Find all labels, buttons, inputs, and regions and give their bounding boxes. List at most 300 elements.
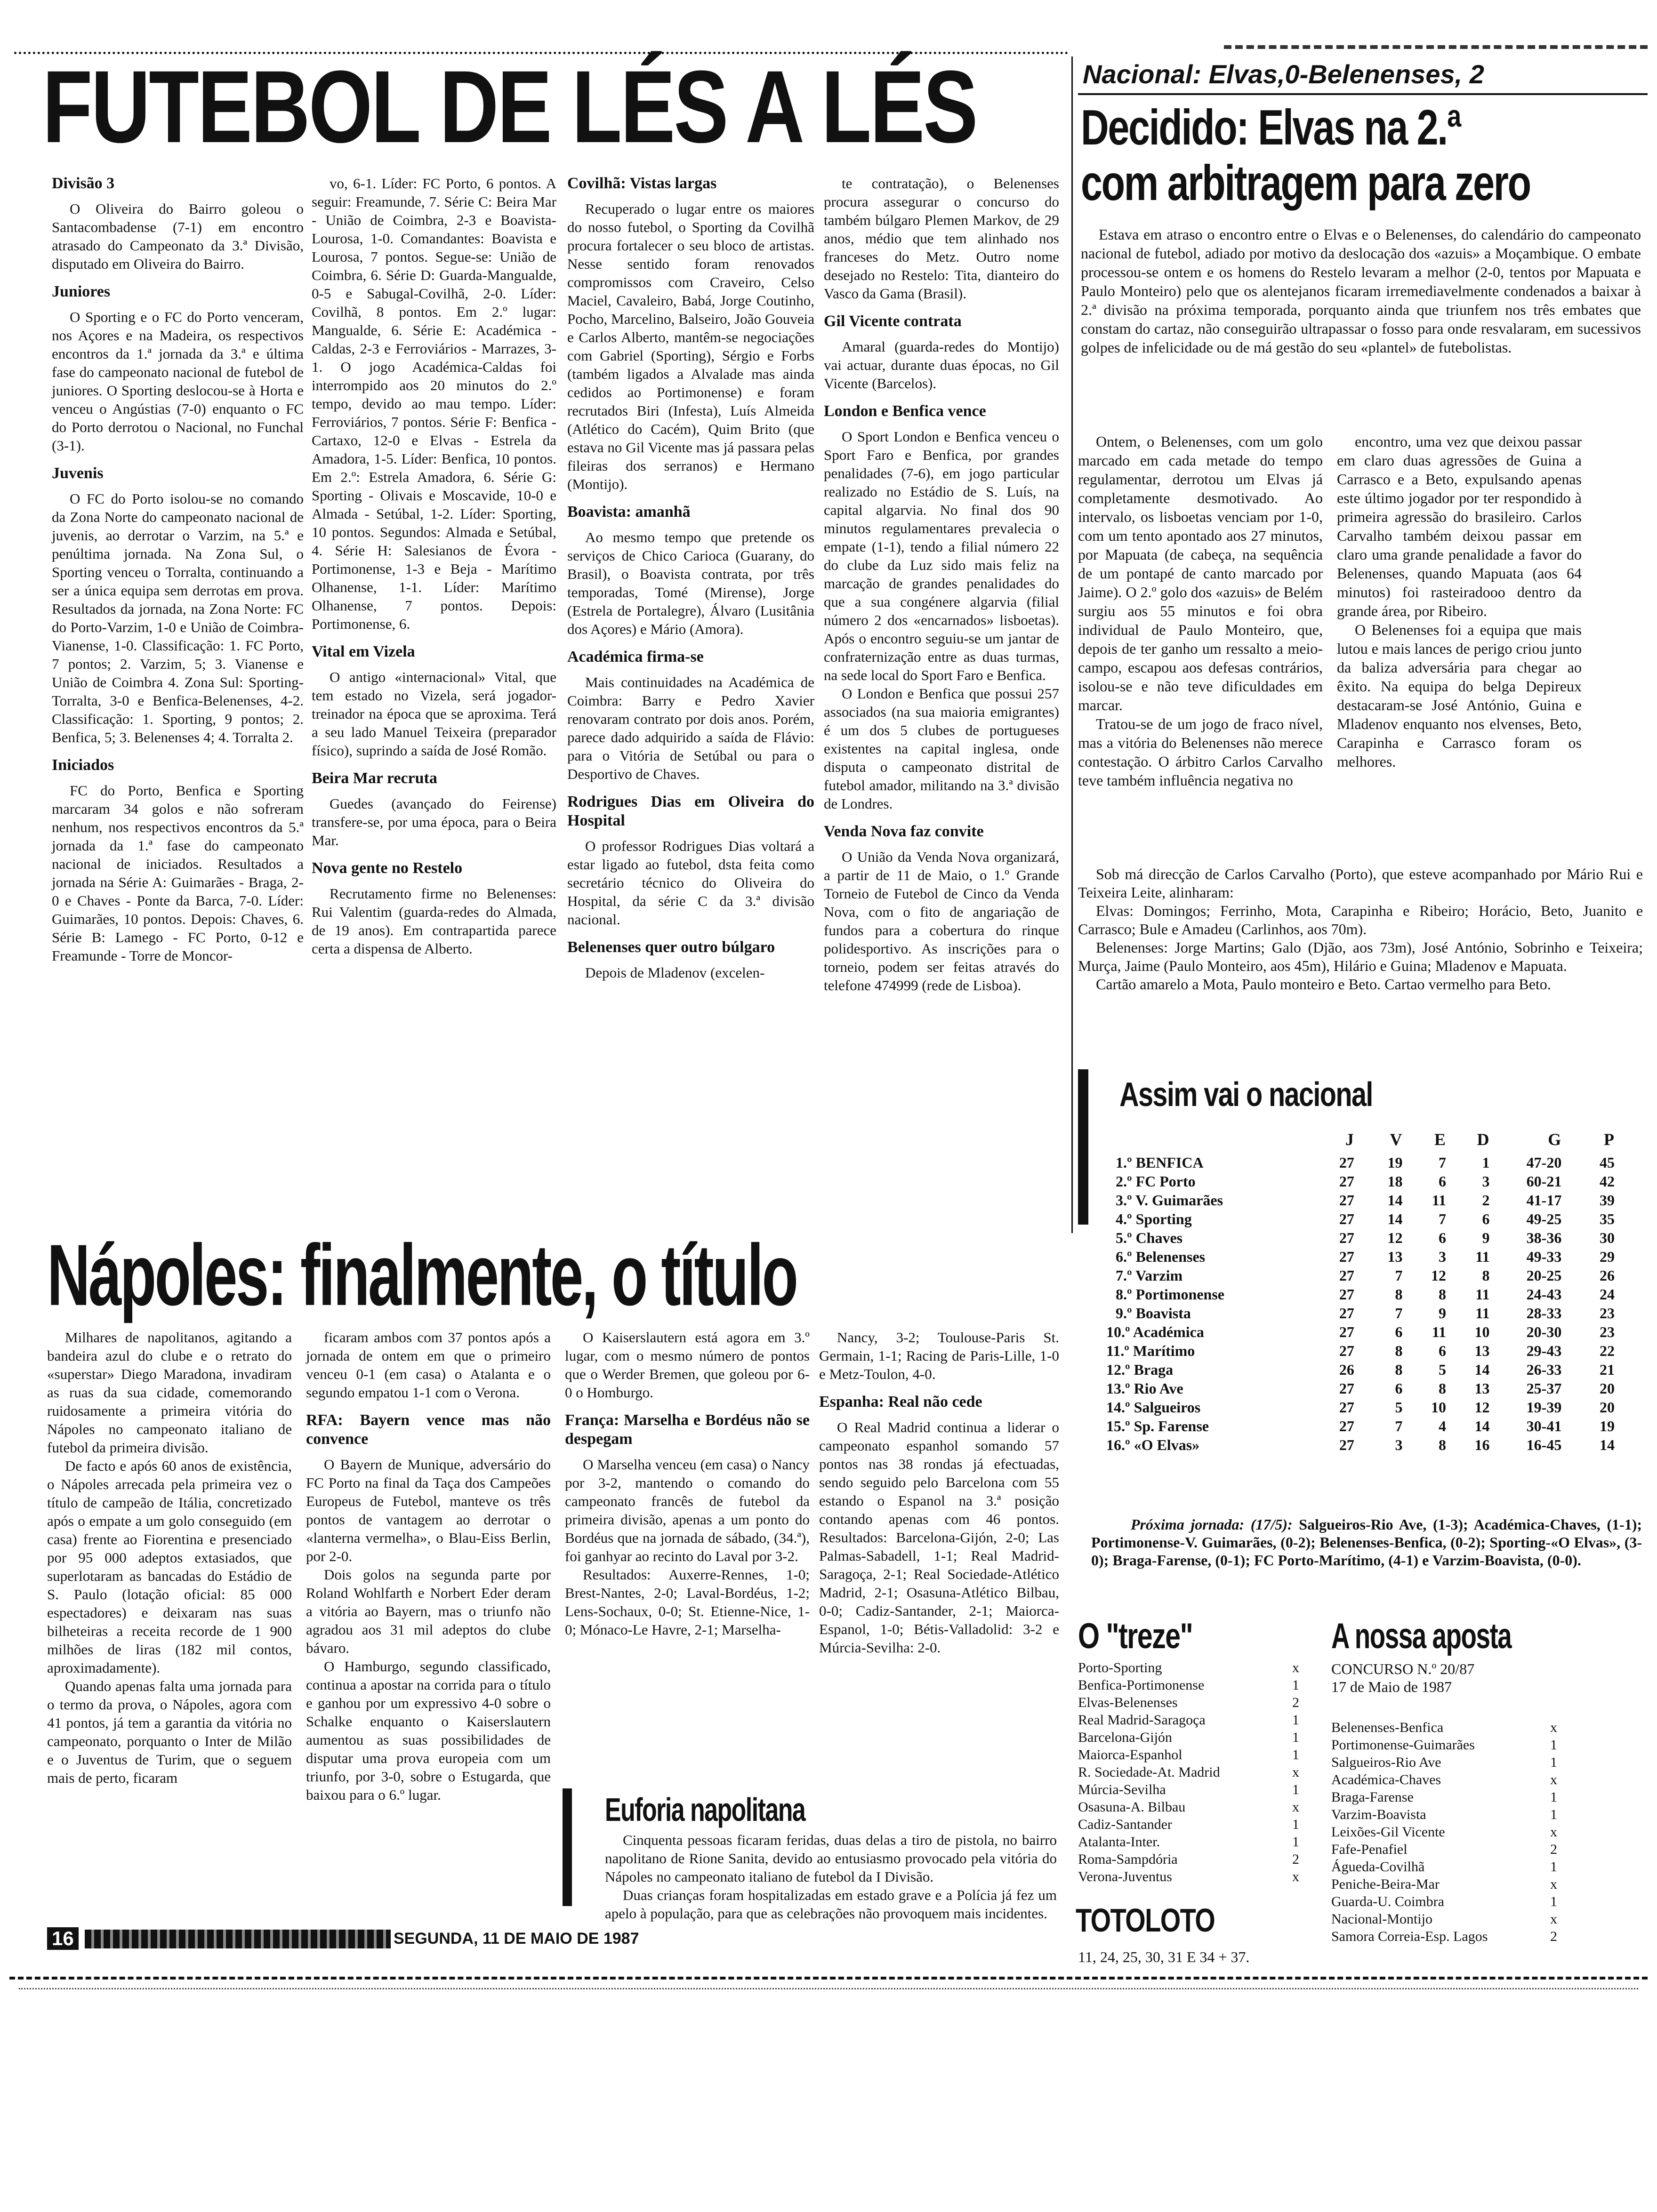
list-item xyxy=(1078,1798,1299,1816)
table-cell: 16.º «O Elvas» xyxy=(1106,1436,1200,1453)
col-v: V xyxy=(1390,1130,1402,1149)
list-item xyxy=(1331,1788,1557,1806)
subhead: Gil Vicente contrata xyxy=(824,313,962,330)
table-cell: 26-33 xyxy=(1526,1361,1562,1378)
table-header-row xyxy=(1106,1126,1615,1153)
table-cell: 35 xyxy=(1600,1210,1615,1227)
col-j: J xyxy=(1345,1130,1354,1149)
table-cell: 6.º Belenenses xyxy=(1116,1248,1206,1265)
table-cell: 10 xyxy=(1474,1323,1490,1340)
table-cell: 11.º Marítimo xyxy=(1106,1342,1195,1359)
treze-list xyxy=(1078,1659,1299,1885)
table-row xyxy=(1106,1247,1615,1266)
list-item-match: Cadiz-Santander xyxy=(1078,1817,1172,1832)
list-item-match: Roma-Sampdória xyxy=(1078,1851,1178,1867)
nacional-col-a xyxy=(1078,432,1323,790)
list-item xyxy=(1078,1659,1299,1676)
bottom-rule-2 xyxy=(19,1988,1638,1989)
list-item-match: Salgueiros-Rio Ave xyxy=(1331,1755,1441,1770)
list-item-bet: x xyxy=(1550,1876,1557,1892)
totoloto-numbers: 11, 24, 25, 30, 31 E 34 + 37. xyxy=(1078,1948,1250,1965)
list-item-bet: 1 xyxy=(1292,1834,1299,1850)
table-cell: 14 xyxy=(1474,1418,1490,1435)
paragraph: Dois golos na segunda parte por Roland Wohlfarth e Norbert Eder deram a vitória ao Bayern, mas o triunfo não agradou aos 31 mil adeptos do clube bávaro. xyxy=(306,1566,551,1656)
paragraph: O Marselha venceu (em casa) o Nancy por 3-2, mantendo o comando do campeonato francês de futebol da primeira divisão, apenas a um ponto do Bordéus que na jornada de sábado, (34.ª), foi ganhyar ao recinto do Laval por 3-2. xyxy=(565,1456,810,1564)
table-cell: 13 xyxy=(1387,1248,1403,1265)
table-cell: 27 xyxy=(1339,1229,1354,1246)
table-cell: 27 xyxy=(1339,1323,1354,1340)
table-cell: 23 xyxy=(1600,1323,1615,1340)
col-iniciados-cont xyxy=(312,174,556,958)
table-cell: 7 xyxy=(1395,1305,1403,1322)
table-cell: 8 xyxy=(1395,1342,1403,1359)
table-cell: 4 xyxy=(1438,1418,1446,1435)
paragraph: De facto e após 60 anos de existência, o Nápoles arrecada pela primeira vez o título de campeão de Itália, concretizado após o empate a um golo conseguido (em casa) frente ao Fiorentina e presenciado por 95 000 adeptos extasiados, que superlotaram as bancadas do Estádio de S. Paulo (lotação oficial: 85 000 espectadores) e deixaram nas suas bilheteiras a receita recorde de 1 900 milhões de liras (182 mil contos, aproximadamente). xyxy=(47,1458,292,1676)
list-item-bet: 1 xyxy=(1292,1747,1299,1763)
list-item xyxy=(1331,1910,1557,1928)
col-divisao3 xyxy=(52,174,304,965)
next-round-text: Salgueiros-Rio Ave, (1-3); Académica-Chaves, (1-1); Portimonense-V. Guimarães, (0-2); Belenenses-Benfica, (0-2); Sporting-«O Elvas», (3-0); Braga-Farense, (0-1); FC Porto-Marítimo, (4-1) e Varzim-Boavista, (0-0). xyxy=(1091,1516,1642,1569)
list-item-bet: 1 xyxy=(1550,1789,1557,1805)
paragraph: Cartão amarelo a Mota, Paulo monteiro e Beto. Cartao vermelho para Beto. xyxy=(1096,976,1551,993)
list-item xyxy=(1331,1928,1557,1945)
nacional-title-line2: com arbitragem para zero xyxy=(1081,155,1530,211)
table-cell: 3.º V. Guimarães xyxy=(1116,1192,1223,1209)
table-cell: 10 xyxy=(1431,1399,1446,1416)
table-cell: 47-20 xyxy=(1526,1154,1562,1171)
paragraph: Tratou-se de um jogo de fraco nível, mas a vitória do Belenenses não merece contestação. O árbitro Carlos Carvalho teve também influência negativa no xyxy=(1078,715,1323,789)
paragraph: Elvas: Domingos; Ferrinho, Mota, Carapinha e Ribeiro; Horácio, Beto, Juanito e Carrasco; Bule e Amadeu (Carlinhos, aos 70m). xyxy=(1078,902,1643,938)
table-cell: 21 xyxy=(1600,1361,1615,1378)
paragraph: O London e Benfica que possui 257 associados (na sua maioria emigrantes) é um dos 5 clubes de portugueses existentes na capital inglesa, onde disputa o campeonato distrital de futebol amador, militando na 3.ª divisão de Londres. xyxy=(824,685,1059,812)
col-belenenses-cont xyxy=(824,174,1059,994)
footer-date: SEGUNDA, 11 DE MAIO DE 1987 xyxy=(391,1928,642,1949)
table-cell: 19 xyxy=(1387,1154,1403,1171)
table-cell: 42 xyxy=(1600,1173,1615,1190)
paragraph: O Hamburgo, segundo classificado, continua a apostar na corrida para o título e ganhou por um expressivo 4-0 sobre o Schalke enquanto o Kaiserslautern aumentou as suas possibilidades de disputar uma prova europeia com um triunfo, por 3-0, sobre o Estugarda, que baixou para o 6.º lugar. xyxy=(306,1658,551,1803)
table-cell: 19 xyxy=(1600,1418,1615,1435)
totoloto-title: TOTOLOTO xyxy=(1076,1902,1215,1939)
table-cell: 1.º BENFICA xyxy=(1116,1154,1204,1171)
list-item-match: Nacional-Montijo xyxy=(1331,1911,1432,1927)
paragraph: ficaram ambos com 37 pontos após a jornada de ontem em que o primeiro venceu 0-1 (em casa) o Atalanta e o segundo empatou 1-1 com o Verona. xyxy=(306,1329,551,1401)
table-cell: 23 xyxy=(1600,1305,1615,1322)
table-cell: 9.º Boavista xyxy=(1116,1305,1191,1322)
list-item xyxy=(1078,1711,1299,1729)
list-item-bet: 1 xyxy=(1292,1782,1299,1797)
top-right-noise xyxy=(1224,45,1648,58)
table-cell: 15.º Sp. Farense xyxy=(1106,1418,1209,1435)
paragraph: O Belenenses foi a equipa que mais lutou e mais lances de perigo criou junto da baliza adversária para chegar ao êxito. Na equipa do belga Depireux destacaram-se José António, Guina e Mladenov enquanto nos elvenses, Beto, Carapinha e Carrasco foram os melhores. xyxy=(1337,621,1582,770)
list-item xyxy=(1078,1746,1299,1763)
list-item-bet: x xyxy=(1292,1660,1299,1675)
table-cell: 27 xyxy=(1339,1248,1354,1265)
paragraph: Ontem, o Belenenses, com um golo marcado em cada metade do tempo regulamentar, derrotou um Elvas já completamente desmotivado. Ao intervalo, os lisboetas venciam por 1-0, com um tento apontado aos 27 minutos, por Mapuata (de cabeça, na sequência de um pontapé de canto marcado por Jaime). O 2.º golo dos «azuis» de Belém surgiu aos 55 minutos e foi obra individual de Paulo Monteiro, que, depois de ter ganho um ressalto a meio-campo, escapou aos defesas contrários, isolou-se e não teve dificuldades em marcar. xyxy=(1078,433,1323,713)
paragraph: FC do Porto, Benfica e Sporting marcaram 34 golos e não sofreram nenhum, nos respectivos encontros da 5.ª jornada da 1.ª fase do campeonato nacional de iniciados. Resultados a jornada na Série A: Guimarães - Braga, 2-0 e Chaves - Ponte da Barca, 7-0. Líder: Guimarães, 10 pontos. Depois: Chaves, 6. Série B: Lamego - FC Porto, 0-12 e Freamunde - Torre de Moncor- xyxy=(52,782,304,964)
list-item-match: Peniche-Beira-Mar xyxy=(1331,1876,1440,1892)
paragraph: Quando apenas falta uma jornada para o termo da prova, o Nápoles, agora com 41 pontos, já tem a garantia da vitória no campeonato, porquanto o Inter de Milão e o Juventus de Turim, que o seguem mais de perto, ficaram xyxy=(47,1678,292,1786)
subhead: Divisão 3 xyxy=(52,175,115,192)
table-cell: 30-41 xyxy=(1526,1418,1562,1435)
table-cell: 49-25 xyxy=(1526,1210,1562,1227)
paragraph: Milhares de napolitanos, agitando a bandeira azul do clube e o retrato do «superstar» Diego Maradona, invadiram as ruas da sua cidade, comemorando ruidosamente a primeira vitória do Nápoles no campeonato italiano de futebol da primeira divisão. xyxy=(47,1329,292,1456)
list-item-match: Elvas-Belenenses xyxy=(1078,1695,1178,1710)
table-cell: 27 xyxy=(1339,1173,1354,1190)
table-cell: 18 xyxy=(1387,1173,1403,1190)
list-item-match: Portimonense-Guimarães xyxy=(1331,1737,1475,1753)
list-item xyxy=(1331,1875,1557,1893)
col-e: E xyxy=(1434,1130,1446,1149)
list-item xyxy=(1078,1729,1299,1746)
list-item-bet: x xyxy=(1550,1720,1557,1735)
list-item-match: Real Madrid-Saragoça xyxy=(1078,1712,1206,1728)
aposta-concurso: CONCURSO N.º 20/87 xyxy=(1331,1660,1475,1677)
table-row xyxy=(1106,1153,1615,1172)
subhead: Espanha: Real não cede xyxy=(819,1393,982,1411)
napoles-col1 xyxy=(47,1328,292,1787)
table-cell: 14 xyxy=(1600,1436,1615,1453)
napoles-col3 xyxy=(565,1328,810,1639)
euforia-bar xyxy=(563,1788,572,1906)
paragraph: O Real Madrid continua a liderar o campeonato espanhol somando 57 pontos nas 38 rondas já efectuadas, sendo seguido pelo Barcelona com 55 estando o Espanol na 3.ª posição contando apenas com 46 pontos. Resultados: Barcelona-Gijón, 2-0; Las Palmas-Sabadell, 1-1; Real Madrid-Saragoça, 2-1; Real Sociedade-Atlético Madrid, 2-1; Osasuna-Atlético Bilbau, 0-0; Cadiz-Santander, 2-1; Maiorca-Espanol, 1-0; Bétis-Valladolid: 3-2 e Múrcia-Sevilha: 2-0. xyxy=(819,1419,1059,1656)
list-item xyxy=(1078,1763,1299,1781)
table-cell: 20 xyxy=(1600,1399,1615,1416)
table-cell: 7 xyxy=(1438,1154,1446,1171)
table-cell: 27 xyxy=(1339,1380,1354,1397)
table-cell: 6 xyxy=(1438,1342,1446,1359)
table-cell: 20-25 xyxy=(1526,1267,1562,1284)
list-item xyxy=(1331,1823,1557,1841)
list-item-bet: 1 xyxy=(1550,1859,1557,1875)
col-g: G xyxy=(1548,1130,1561,1149)
list-item-match: Águeda-Covilhã xyxy=(1331,1859,1425,1875)
table-cell: 27 xyxy=(1339,1399,1354,1416)
table-cell: 7 xyxy=(1395,1418,1403,1435)
list-item-bet: 1 xyxy=(1550,1755,1557,1770)
paragraph: O professor Rodrigues Dias voltará a estar ligado ao futebol, dsta feita como secretário técnico do Oliveira do Hospital, da série C da 3.ª divisão nacional. xyxy=(567,838,814,928)
list-item-bet: 2 xyxy=(1292,1695,1299,1710)
list-item-match: R. Sociedade-At. Madrid xyxy=(1078,1764,1220,1780)
table-row xyxy=(1106,1360,1615,1379)
table-cell: 49-33 xyxy=(1526,1248,1562,1265)
table-title: Assim vai o nacional xyxy=(1119,1076,1373,1114)
table-cell: 27 xyxy=(1339,1286,1354,1303)
table-cell: 11 xyxy=(1475,1286,1490,1303)
table-row xyxy=(1106,1304,1615,1322)
table-cell: 5 xyxy=(1438,1361,1446,1378)
kicker-underline xyxy=(1078,93,1648,95)
list-item-bet: 2 xyxy=(1292,1851,1299,1867)
table-cell: 12 xyxy=(1387,1229,1403,1246)
table-cell: 8 xyxy=(1438,1436,1446,1453)
list-item xyxy=(1078,1868,1299,1885)
paragraph: encontro, uma vez que deixou passar em claro duas agressões de Guina a Carrasco e a Beto, expulsando apenas este último jogador por ter respondido à primeira agressão do brasileiro. Carlos Carvalho também deixou passar em claro uma grande penalidade a favor do Belenenses, quando Mapuata (aos 64 minutos) foi rasteiradooo dentro da grande área, por Ribeiro. xyxy=(1337,433,1582,619)
table-cell: 5 xyxy=(1395,1399,1403,1416)
subhead: Iniciados xyxy=(52,756,114,774)
table-row xyxy=(1106,1191,1615,1210)
list-item xyxy=(1331,1719,1557,1736)
next-round xyxy=(1091,1515,1642,1569)
paragraph: Amaral (guarda-redes do Montijo) vai actuar, durante duas épocas, no Gil Vicente (Barcelos). xyxy=(824,338,1059,392)
list-item xyxy=(1331,1841,1557,1858)
table-cell: 11 xyxy=(1432,1192,1446,1209)
list-item-bet: x xyxy=(1292,1869,1299,1884)
list-item xyxy=(1331,1736,1557,1754)
table-cell: 8 xyxy=(1395,1286,1403,1303)
subhead: Nova gente no Restelo xyxy=(312,859,463,877)
table-cell: 3 xyxy=(1395,1436,1403,1453)
list-item-match: Porto-Sporting xyxy=(1078,1660,1162,1675)
subhead: Vital em Vizela xyxy=(312,643,415,660)
paragraph: Nancy, 3-2; Toulouse-Paris St. Germain, 1-1; Racing de Paris-Lille, 1-0 e Metz-Toulon, 4-0. xyxy=(819,1329,1059,1382)
list-item-bet: 1 xyxy=(1550,1807,1557,1822)
list-item-match: Académica-Chaves xyxy=(1331,1772,1441,1787)
paragraph: Recuperado o lugar entre os maiores do nosso futebol, o Sporting da Covilhã procura fortalecer o seu bloco de artistas. Nesse sentido foram renovados compromissos com Craveiro, Celso Maciel, Cavaleiro, Babá, Jorge Coutinho, Pocho, Marcelino, Balseiro, João Gouveia e Carlos Alberto, mantêm-se negociações com Gabriel (Sporting), Sérgio e Forbs (também ligados a Alvalade mas ainda cedidos ao Portimonense) e foram recrutados Biri (Infesta), Luís Almeida (Atlético do Cacém), Quim Brito (que estava no Gil Vicente mas já passara pelas fileiras dos serranos) e Hermano (Montijo). xyxy=(567,200,814,492)
list-item xyxy=(1331,1858,1557,1875)
list-item xyxy=(1078,1676,1299,1694)
table-cell: 6 xyxy=(1438,1229,1446,1246)
paragraph: O União da Venda Nova organizará, a partir de 11 de Maio, o 1.º Grande Torneio de Futebol de Cinco da Venda Nova, com o fito de angariação de fundos para a cobertura do rinque polidesportivo. As inscrições para o torneio, podem ser feitas através do telefone 474999 (rede de Lisboa). xyxy=(824,849,1059,994)
paragraph: O Sport London e Benfica venceu o Sport Faro e Benfica, por grandes penalidades (7-6), em jogo particular realizado no Estádio de S. Luís, na capital algarvia. No final dos 90 minutos regulamentares prevalecia o empate (1-1), tendo a filial número 22 do clube da Luz sido mais feliz na marcação de grandes penalidades do que a sua congénere algarvia (filial número 2 dos «encarnados» lisboetas). Após o encontro seguiu-se um jantar de confraternização entre as duas turmas, na sede local do Sport Faro e Benfica. xyxy=(824,428,1059,683)
table-cell: 8 xyxy=(1438,1286,1446,1303)
table-cell: 1 xyxy=(1482,1154,1490,1171)
list-item-match: Fafe-Penafiel xyxy=(1331,1842,1408,1857)
table-cell: 6 xyxy=(1482,1210,1490,1227)
subhead: Juniores xyxy=(52,283,111,300)
list-item-match: Barcelona-Gijón xyxy=(1078,1730,1172,1745)
euforia-title: Euforia napolitana xyxy=(605,1791,805,1828)
table-row xyxy=(1106,1210,1615,1228)
table-cell: 11 xyxy=(1475,1248,1490,1265)
table-cell: 16-45 xyxy=(1526,1436,1562,1453)
nacional-lead: Estava em atraso o encontro entre o Elvas e o Belenenses, do calendário do campeonato nacional de futebol, adiado por motivo da deslocação dos «azuis» a Moçambique. O embate processou-se ontem e os homens do Restelo levaram a melhor (2-0, tentos por Mapuata e Paulo Monteiro) pelo que os alentejanos ficaram irremediavelmente condenados a baixar à 2.ª divisão na próxima temporada, porquanto ainda que triunfem nos três embates que constam do cartaz, não conseguirão ultrapassar o fosso para onde resvalaram, em sucessivos golpes de infelicidade ou de má gestão do seu «plantel» de futebolistas. xyxy=(1081,226,1641,356)
list-item-match: Varzim-Boavista xyxy=(1331,1807,1426,1822)
table-row xyxy=(1106,1228,1615,1247)
paragraph: te contratação), o Belenenses procura assegurar o concurso do também búlgaro Plemen Markov, de 29 anos, médio que tem alinhado nos franceses do Metz. Outro nome desejado no Restelo: Tita, dianteiro do Vasco da Gama (Brasil). xyxy=(824,175,1059,302)
list-item-bet: x xyxy=(1550,1824,1557,1840)
paragraph: Resultados: Auxerre-Rennes, 1-0; Brest-Nantes, 2-0; Laval-Bordéus, 1-2; Lens-Sochaux, 0-0; St. Etienne-Nice, 1-0; Mónaco-Le Havre, 2-1; Marselha- xyxy=(565,1566,810,1638)
paragraph: O antigo «internacional» Vital, que tem estado no Vizela, será jogador-treinador na época que se aproxima. Terá a seu lado Manuel Teixeira (preparador físico), suprindo a saída de José Romão. xyxy=(312,669,556,759)
table-cell: 27 xyxy=(1339,1342,1354,1359)
league-table xyxy=(1106,1126,1615,1454)
paragraph: Depois de Mladenov (excelen- xyxy=(585,964,765,981)
subhead: Belenenses quer outro búlgaro xyxy=(567,938,775,956)
treze-title: O "treze" xyxy=(1078,1616,1193,1656)
subhead: Boavista: amanhã xyxy=(567,503,691,521)
table-cell: 13 xyxy=(1474,1380,1490,1397)
list-item-match: Samora Correia-Esp. Lagos xyxy=(1331,1929,1488,1944)
aposta-date: 17 de Maio de 1987 xyxy=(1331,1678,1452,1695)
table-cell: 60-21 xyxy=(1526,1173,1562,1190)
list-item-bet: 1 xyxy=(1550,1737,1557,1753)
table-cell: 20 xyxy=(1600,1380,1615,1397)
table-cell: 8 xyxy=(1395,1361,1403,1378)
table-cell: 26 xyxy=(1600,1267,1615,1284)
list-item xyxy=(1078,1781,1299,1798)
table-cell: 13 xyxy=(1474,1342,1490,1359)
subhead: Venda Nova faz convite xyxy=(824,823,984,840)
table-cell: 4.º Sporting xyxy=(1116,1210,1192,1227)
table-cell: 14 xyxy=(1387,1210,1403,1227)
list-item-match: Braga-Farense xyxy=(1331,1789,1414,1805)
list-item xyxy=(1078,1851,1299,1868)
list-item xyxy=(1331,1806,1557,1823)
subhead: Beira Mar recruta xyxy=(312,769,437,787)
table-cell: 10.º Académica xyxy=(1106,1323,1204,1340)
table-cell: 41-17 xyxy=(1526,1192,1562,1209)
list-item-bet: 2 xyxy=(1550,1842,1557,1857)
list-item-bet: 2 xyxy=(1550,1929,1557,1944)
table-cell: 38-36 xyxy=(1526,1229,1562,1246)
table-row xyxy=(1106,1285,1615,1304)
euforia-text xyxy=(605,1831,1057,1923)
table-cell: 45 xyxy=(1600,1154,1615,1171)
table-cell: 11 xyxy=(1475,1305,1490,1322)
table-row xyxy=(1106,1322,1615,1341)
nacional-lineup xyxy=(1078,865,1643,994)
table-cell: 26 xyxy=(1339,1361,1354,1378)
subhead: Académica firma-se xyxy=(567,648,704,665)
list-item-match: Osasuna-A. Bilbau xyxy=(1078,1799,1186,1815)
paragraph: vo, 6-1. Líder: FC Porto, 6 pontos. A seguir: Freamunde, 7. Série C: Beira Mar - União de Coimbra, 2-3 e Boavista-Lourosa, 1-0. Comandantes: Boavista e Lourosa, 7 pontos. Segue-se: União de Coimbra, 6. Série D: Guarda-Mangualde, 0-5 e Sabugal-Covilhã, 2-0. Líder: Covilhã, 8 pontos. Em 2.º lugar: Mangualde, 6. Série E: Académica - Caldas, 2-3 e Ferroviários - Marrazes, 3-1. O jogo Académica-Caldas foi interrompido aos 20 minutos do 2.º tempo, devido ao mau tempo. Líder: Ferroviários, 7 pontos. Série F: Benfica - Cartaxo, 12-0 e Elvas - Estrela da Amadora, 1-5. Líder: Benfica, 10 pontos. Em 2.º: Estrela Amadora, 6. Série G: Sporting - Olivais e Moscavide, 10-0 e Almada - Setúbal, 1-2. Líder: Sporting, 10 pontos. Segundos: Almada e Setúbal, 4. Série H: Salesianos de Évora - Portimonense, 1-3 e Beja - Marítimo Olhanense, 1-1. Líder: Marítimo Olhanense, 7 pontos. Depois: Portimonense, 6. xyxy=(312,175,556,632)
table-cell: 3 xyxy=(1482,1173,1490,1190)
table-row xyxy=(1106,1398,1615,1417)
paragraph: O Sporting e o FC do Porto venceram, nos Açores e na Madeira, os respectivos encontros da 1.ª jornada da 3.ª e última fase do campeonato nacional de futebol de juniores. O Sporting deslocou-se à Horta e venceu o Angústias (7-0) enquanto o FC do Porto derrotou o Nacional, no Funchal (3-1). xyxy=(52,309,304,454)
table-cell: 28-33 xyxy=(1526,1305,1562,1322)
paragraph: Ao mesmo tempo que pretende os serviços de Chico Carioca (Guarany, do Brasil), o Boavista contrata, por três temporadas, Tomé (Mirense), Jorge (Estrela de Portalegre), Álvaro (Lusitânia dos Açores) e Mário (Amora). xyxy=(567,529,814,637)
paragraph: Mais continuidades na Académica de Coimbra: Barry e Pedro Xavier renovaram contrato por dois anos. Porém, parece dado adquirido a saída de Flávio: para o Vitória de Setúbal ou para o Desportivo de Chaves. xyxy=(567,674,814,782)
list-item xyxy=(1331,1893,1557,1910)
nacional-title-line1: Decidido: Elvas na 2.ª xyxy=(1081,100,1461,155)
list-item-match: Benfica-Portimonense xyxy=(1078,1677,1205,1693)
page-title: FUTEBOL DE LÉS A LÉS xyxy=(42,49,977,165)
subhead: França: Marselha e Bordéus não se despegam xyxy=(565,1411,810,1448)
table-cell: 12.º Braga xyxy=(1106,1361,1174,1378)
table-cell: 14 xyxy=(1474,1361,1490,1378)
table-row xyxy=(1106,1341,1615,1360)
table-cell: 27 xyxy=(1339,1436,1354,1453)
list-item-match: Guarda-U. Coimbra xyxy=(1331,1894,1444,1909)
list-item xyxy=(1078,1816,1299,1833)
table-cell: 14.º Salgueiros xyxy=(1106,1399,1201,1416)
paragraph: O Kaiserslautern está agora em 3.º lugar, com o mesmo número de pontos que o Werder Bremen, que goleou por 6-0 o Homburgo. xyxy=(565,1329,810,1401)
table-cell: 9 xyxy=(1482,1229,1490,1246)
paragraph: Recrutamento firme no Belenenses: Rui Valentim (guarda-redes do Almada, de 19 anos). Em contrapartida parece certa a dispensa de Alberto. xyxy=(312,885,556,957)
table-row xyxy=(1106,1266,1615,1285)
table-cell: 13.º Rio Ave xyxy=(1106,1380,1183,1397)
table-cell: 3 xyxy=(1438,1248,1446,1265)
table-cell: 24-43 xyxy=(1526,1286,1562,1303)
table-cell: 19-39 xyxy=(1526,1399,1562,1416)
table-cell: 2 xyxy=(1482,1192,1490,1209)
paragraph: Belenenses: Jorge Martins; Galo (Djão, aos 73m), José António, Sobrinho e Teixeira; Murça, Jaime (Paulo Monteiro, aos 45m), Hilário e Guina; Mladenov e Mapuata. xyxy=(1078,939,1643,974)
paragraph: O FC do Porto isolou-se no comando da Zona Norte do campeonato nacional de juvenis, ao derrotar o Varzim, na 5.ª e penúltima jornada. Na Zona Sul, o Sporting venceu o Torralta, continuando a ser a única equipa sem derrotas em prova. Resultados da jornada, na Zona Norte: FC do Porto-Varzim, 1-0 e União de Coimbra-Vianense, 1-0. Classificação: 1. FC Porto, 7 pontos; 2. Varzim, 5; 3. Vianense e União de Coimbra 4. Zona Sul: Sporting-Torralta, 3-0 e Benfica-Belenenses, 4-2. Classificação: 1. Sporting, 9 pontos; 2. Benfica, 5; 3. Belenenses 4; 4. Torralta 2. xyxy=(52,490,304,745)
table-cell: 29 xyxy=(1600,1248,1615,1265)
subhead: London e Benfica vence xyxy=(824,402,986,420)
subhead: Covilhã: Vistas largas xyxy=(567,175,717,192)
next-round-label: Próxima jornada: (17/5): xyxy=(1131,1516,1293,1533)
nacional-col-b xyxy=(1337,432,1582,771)
list-item-bet: x xyxy=(1550,1772,1557,1787)
table-cell: 12 xyxy=(1474,1399,1490,1416)
list-item xyxy=(1331,1754,1557,1771)
aposta-title: A nossa aposta xyxy=(1331,1616,1512,1656)
list-item-match: Belenenses-Benfica xyxy=(1331,1720,1444,1735)
paragraph: O Oliveira do Bairro goleou o Santacombadense (7-1) em encontro atrasado do Campeonato da 3.ª Divisão, disputado em Oliveira do Bairro. xyxy=(52,200,304,272)
table-cell: 39 xyxy=(1600,1192,1615,1209)
paragraph: Sob má direcção de Carlos Carvalho (Porto), que esteve acompanhado por Mário Rui e Teixeira Leite, alinharam: xyxy=(1078,866,1643,901)
table-cell: 8 xyxy=(1482,1267,1490,1284)
table-left-bar xyxy=(1078,1069,1088,1225)
paragraph: Cinquenta pessoas ficaram feridas, duas delas a tiro de pistola, no bairro napolitano de Rione Sanita, devido ao entusiasmo provocado pela vitória do Nápoles no campeonato italiano de futebol da I Divisão. xyxy=(605,1832,1057,1885)
table-cell: 27 xyxy=(1339,1267,1354,1284)
table-cell: 14 xyxy=(1387,1192,1403,1209)
aposta-list xyxy=(1331,1719,1557,1945)
column-rule xyxy=(1071,56,1073,1233)
table-cell: 16 xyxy=(1474,1436,1490,1453)
table-cell: 9 xyxy=(1438,1305,1446,1322)
table-row xyxy=(1106,1172,1615,1191)
paragraph: Guedes (avançado do Feirense) transfere-se, por uma época, para o Beira Mar. xyxy=(312,795,556,849)
paragraph: Duas crianças foram hospitalizadas em estado grave e a Polícia já fez um apelo à população, para que as celebrações não provoquem mais incidentes. xyxy=(605,1887,1057,1922)
list-item-match: Múrcia-Sevilha xyxy=(1078,1782,1166,1797)
list-item-bet: x xyxy=(1292,1799,1299,1815)
table-row xyxy=(1106,1417,1615,1435)
table-cell: 7 xyxy=(1395,1267,1403,1284)
table-cell: 5.º Chaves xyxy=(1116,1229,1183,1246)
bottom-rule xyxy=(9,1977,1648,1980)
col-p: P xyxy=(1604,1130,1614,1149)
table-cell: 7 xyxy=(1438,1210,1446,1227)
napoles-col2 xyxy=(306,1328,551,1804)
table-cell: 6 xyxy=(1395,1323,1403,1340)
table-cell: 27 xyxy=(1339,1210,1354,1227)
table-cell: 8 xyxy=(1438,1380,1446,1397)
table-cell: 7.º Varzim xyxy=(1116,1267,1183,1284)
list-item-bet: 1 xyxy=(1292,1730,1299,1745)
list-item-bet: 1 xyxy=(1292,1677,1299,1693)
napoles-col4 xyxy=(819,1328,1059,1657)
list-item-match: Verona-Juventus xyxy=(1078,1869,1172,1884)
list-item-match: Atalanta-Inter. xyxy=(1078,1834,1160,1850)
table-cell: 22 xyxy=(1600,1342,1615,1359)
table-cell: 11 xyxy=(1432,1323,1446,1340)
col-d: D xyxy=(1477,1130,1489,1149)
footer-page: 16 xyxy=(47,1927,79,1950)
table-cell: 25-37 xyxy=(1526,1380,1562,1397)
subhead: RFA: Bayern vence mas não convence xyxy=(306,1411,551,1448)
list-item-match: Leixões-Gil Vicente xyxy=(1331,1824,1445,1840)
table-cell: 29-43 xyxy=(1526,1342,1562,1359)
table-cell: 8.º Portimonense xyxy=(1116,1286,1224,1303)
list-item xyxy=(1331,1771,1557,1788)
table-cell: 24 xyxy=(1600,1286,1615,1303)
list-item xyxy=(1078,1694,1299,1711)
list-item-bet: x xyxy=(1292,1764,1299,1780)
table-row xyxy=(1106,1379,1615,1398)
paragraph: O Bayern de Munique, adversário do FC Porto na final da Taça dos Campeões Europeus de Futebol, manteve os três pontos de vantagem ao derrotar o «lanterna vermelha», o Blau-Eiss Berlin, por 2-0. xyxy=(306,1456,551,1564)
table-cell: 27 xyxy=(1339,1154,1354,1171)
nacional-kicker: Nacional: Elvas,0-Belenenses, 2 xyxy=(1083,59,1484,89)
table-cell: 2.º FC Porto xyxy=(1116,1173,1196,1190)
table-cell: 6 xyxy=(1395,1380,1403,1397)
list-item xyxy=(1078,1833,1299,1851)
table-cell: 6 xyxy=(1438,1173,1446,1190)
table-cell: 27 xyxy=(1339,1305,1354,1322)
list-item-bet: 1 xyxy=(1550,1894,1557,1909)
list-item-match: Maiorca-Espanhol xyxy=(1078,1747,1182,1763)
subhead: Juvenis xyxy=(52,465,104,482)
